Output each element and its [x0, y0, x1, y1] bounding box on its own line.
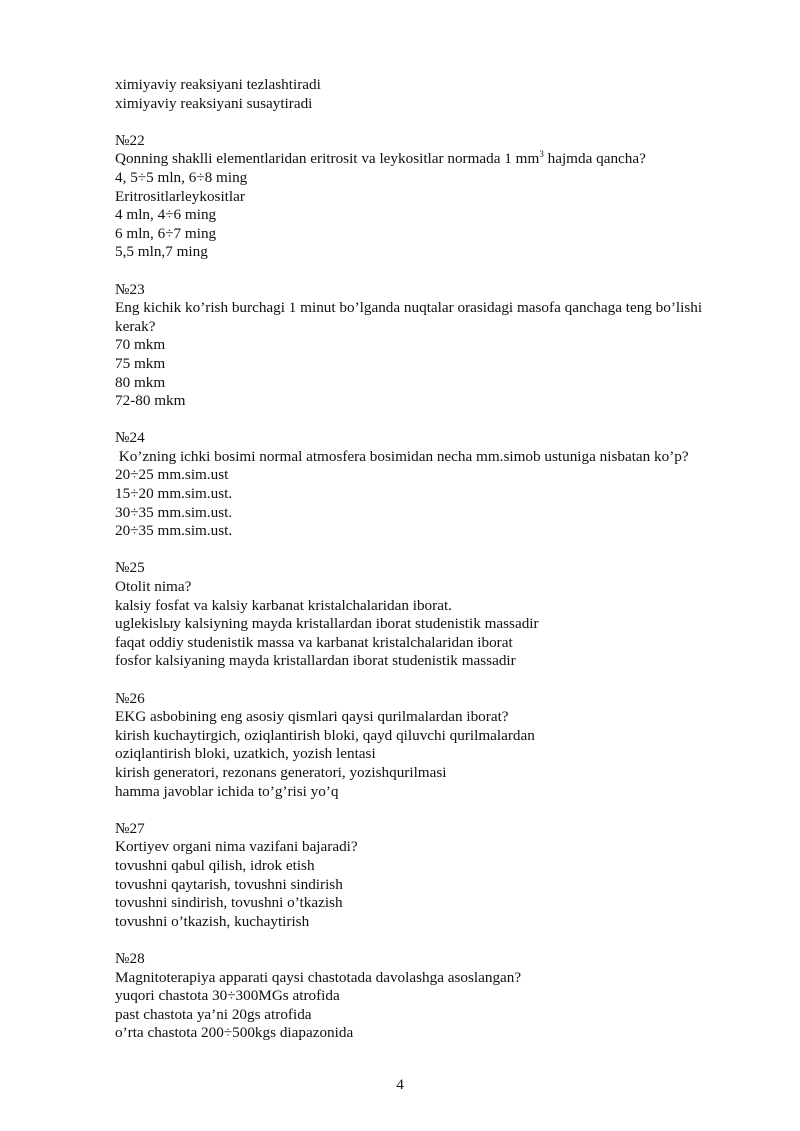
answer-option: kalsiy fosfat va kalsiy karbanat kristalchalaridan iborat. [115, 596, 452, 614]
question-23 [115, 281, 755, 411]
question-text: EKG asbobining eng asosiy qismlari qaysi qurilmalardan iborat? [115, 708, 509, 726]
question-number: №26 [115, 689, 145, 707]
question-number: №27 [115, 819, 145, 837]
question-text-continued: kerak? [115, 317, 156, 335]
answer-option: 80 mkm [115, 373, 166, 391]
answer-option: 6 mln, 6÷7 ming [115, 224, 217, 242]
question-28 [115, 950, 755, 1043]
question-24 [115, 429, 755, 541]
document-page [115, 76, 755, 1043]
answer-option: tovushni qabul qilish, idrok etish [115, 856, 315, 874]
answer-option: oziqlantirish bloki, uzatkich, yozish lentasi [115, 745, 376, 763]
answer-option: past chastota ya’ni 20gs atrofida [115, 1005, 312, 1023]
answer-option: uglekislыy kalsiyning mayda kristallardan iborat studenistik massadir [115, 615, 539, 633]
answer-option: tovushni sindirish, tovushni o’tkazish [115, 894, 343, 912]
answer-option: 5,5 mln,7 ming [115, 243, 208, 261]
question-22 [115, 132, 755, 262]
question-number: №24 [115, 429, 145, 447]
question-text-part: Qonning shaklli elementlaridan eritrosit va leykositlar normada 1 mm [115, 150, 540, 168]
answer-option: 30÷35 mm.sim.ust. [115, 503, 233, 521]
question-number: №23 [115, 280, 145, 298]
answer-option: ximiyaviy reaksiyani tezlashtiradi [115, 76, 321, 93]
answer-option: ximiyaviy reaksiyani susaytiradi [115, 94, 313, 112]
question-text [115, 150, 755, 169]
question-27 [115, 820, 755, 932]
answer-option: 20÷25 mm.sim.ust [115, 466, 229, 484]
answer-option: faqat oddiy studenistik massa va karbanat kristalchalaridan iborat [115, 633, 513, 651]
question-text: Ko’zning ichki bosimi normal atmosfera bosimidan necha mm.simob ustuniga nisbatan ko’p? [115, 447, 689, 465]
question-text-part: hajmda qancha? [543, 150, 646, 168]
answer-option: 15÷20 mm.sim.ust. [115, 485, 233, 503]
question-text: Otolit nima? [115, 578, 192, 596]
question-text: Kortiyev organi nima vazifani bajaradi? [115, 838, 358, 856]
answer-option: yuqori chastota 30÷300MGs atrofida [115, 987, 340, 1005]
answer-option: tovushni o’tkazish, kuchaytirish [115, 912, 310, 930]
question-text: Eng kichik ko’rish burchagi 1 minut bo’lganda nuqtalar orasidagi masofa qanchaga teng bo’lishi [115, 299, 703, 317]
answer-option: kirish generatori, rezonans generatori, yozishqurilmasi [115, 763, 447, 781]
question-number: №25 [115, 559, 145, 577]
answer-option: 4 mln, 4÷6 ming [115, 206, 217, 224]
answer-option: 72-80 mkm [115, 392, 186, 410]
question-text: Magnitoterapiya apparati qaysi chastotada davolashga asoslangan? [115, 968, 522, 986]
question-number: №22 [115, 131, 145, 149]
superscript-exponent: 3 [539, 149, 544, 160]
question-26 [115, 690, 755, 802]
answer-option: kirish kuchaytirgich, oziqlantirish bloki, qayd qiluvchi qurilmalardan [115, 726, 535, 744]
answer-option: Eritrositlarleykositlar [115, 187, 245, 205]
answer-option: o’rta chastota 200÷500kgs diapazonida [115, 1024, 354, 1042]
answer-option: 4, 5÷5 mln, 6÷8 ming [115, 168, 248, 186]
answer-option: 70 mkm [115, 336, 166, 354]
question-number: №28 [115, 949, 145, 967]
page-number: 4 [396, 1076, 404, 1093]
answer-option: 20÷35 mm.sim.ust. [115, 522, 233, 540]
previous-question-options [115, 76, 755, 113]
answer-option: tovushni qaytarish, tovushni sindirish [115, 875, 343, 893]
question-25 [115, 559, 755, 671]
answer-option: 75 mkm [115, 354, 166, 372]
answer-option: hamma javoblar ichida to’g’risi yo’q [115, 782, 339, 800]
answer-option: fosfor kalsiyaning mayda kristallardan iborat studenistik massadir [115, 652, 516, 670]
